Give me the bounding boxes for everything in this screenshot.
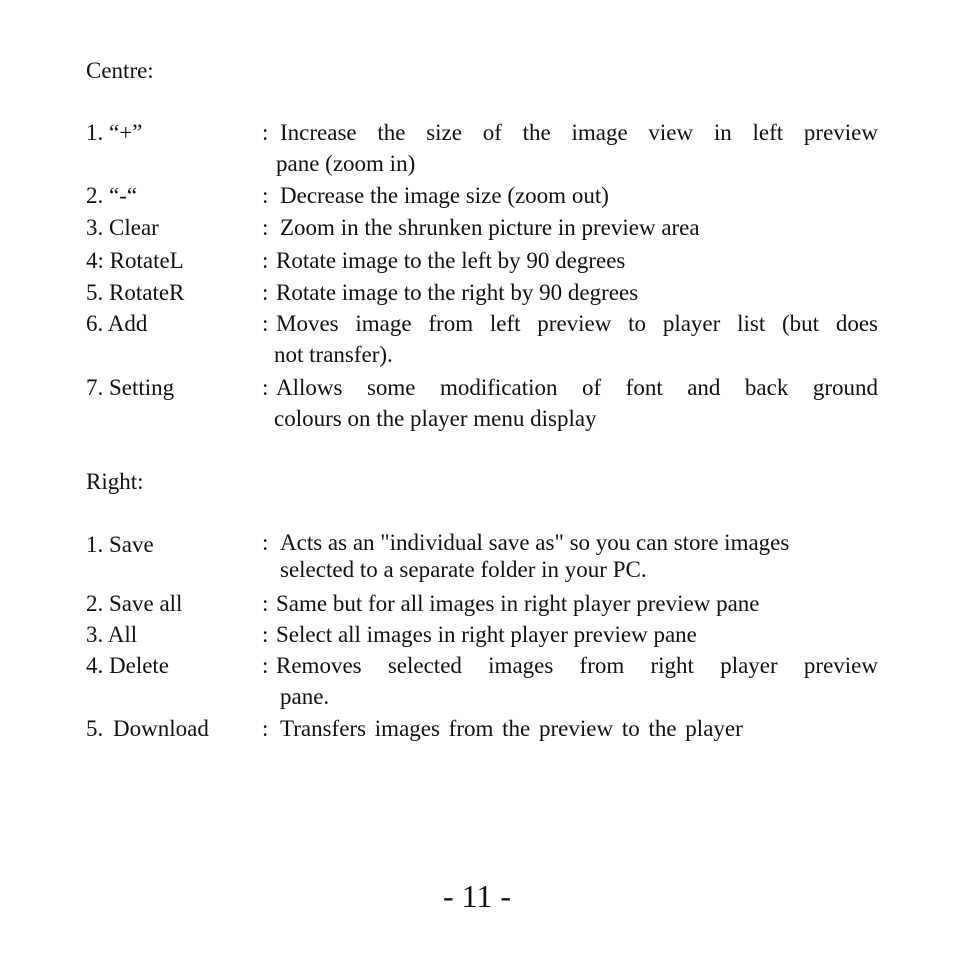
item-description-line1: Moves image from left preview to player list (but does xyxy=(276,311,878,336)
item-term: 2. Save all xyxy=(86,591,183,616)
separator: : xyxy=(262,215,269,240)
separator: : xyxy=(262,716,269,741)
item-term: 4: RotateL xyxy=(86,248,184,273)
item-description-line1: Same but for all images in right player preview pane xyxy=(276,591,760,616)
item-description-line1: Zoom in the shrunken picture in preview area xyxy=(280,215,700,240)
separator: : xyxy=(262,280,269,305)
item-description xyxy=(262,308,878,370)
item-description-line2: colours on the player menu display xyxy=(274,406,597,431)
item-description-line1: Rotate image to the right by 90 degrees xyxy=(276,280,639,305)
item-description-line2: pane (zoom in) xyxy=(276,151,416,176)
item-term: 3. Clear xyxy=(86,215,159,240)
separator: : xyxy=(262,183,269,208)
item-description xyxy=(262,650,878,712)
item-description xyxy=(262,212,878,243)
item-description-line1: Acts as an "individual save as" so you can store images xyxy=(280,530,790,555)
item-description-line1: Rotate image to the left by 90 degrees xyxy=(276,248,626,273)
item-term: 5. RotateR xyxy=(86,280,185,305)
item-description xyxy=(262,529,878,583)
separator: : xyxy=(262,530,269,555)
item-description-line2: pane. xyxy=(280,684,330,709)
item-description xyxy=(262,713,878,744)
separator: : xyxy=(262,311,269,336)
page-number: - 11 - xyxy=(442,878,512,914)
item-term: 6. Add xyxy=(86,311,148,336)
item-description xyxy=(262,372,878,434)
section-heading-centre: Centre: xyxy=(86,58,154,83)
separator: : xyxy=(262,653,269,678)
item-term: 7. Setting xyxy=(86,375,175,400)
item-description xyxy=(262,117,878,179)
item-term: 4. Delete xyxy=(86,653,170,678)
item-description-line1: Decrease the image size (zoom out) xyxy=(280,183,609,208)
separator: : xyxy=(262,248,269,273)
item-description-line1: Removes selected images from right player preview xyxy=(276,653,878,678)
item-description xyxy=(262,619,878,650)
item-term: 1. “+” xyxy=(86,120,143,145)
item-description xyxy=(262,245,878,276)
item-term: 3. All xyxy=(86,622,138,647)
item-description xyxy=(262,277,878,308)
section-heading-right: Right: xyxy=(86,469,144,494)
item-description-line1: Select all images in right player preview pane xyxy=(276,622,697,647)
separator: : xyxy=(262,375,269,400)
item-description-line1: Transfers images from the preview to the player xyxy=(280,716,743,741)
separator: : xyxy=(262,591,269,616)
separator: : xyxy=(262,120,269,145)
item-description-line1: Allows some modification of font and back ground xyxy=(276,375,878,400)
separator: : xyxy=(262,622,269,647)
item-term: 1. Save xyxy=(86,532,154,557)
item-description-line2: not transfer). xyxy=(274,342,393,367)
item-description-line1: Increase the size of the image view in left preview xyxy=(280,120,878,145)
item-term: 5. Download xyxy=(86,716,209,741)
item-description xyxy=(262,180,878,211)
item-description-line2: selected to a separate folder in your PC. xyxy=(280,557,647,582)
item-description xyxy=(262,588,878,619)
item-term: 2. “-“ xyxy=(86,183,138,208)
